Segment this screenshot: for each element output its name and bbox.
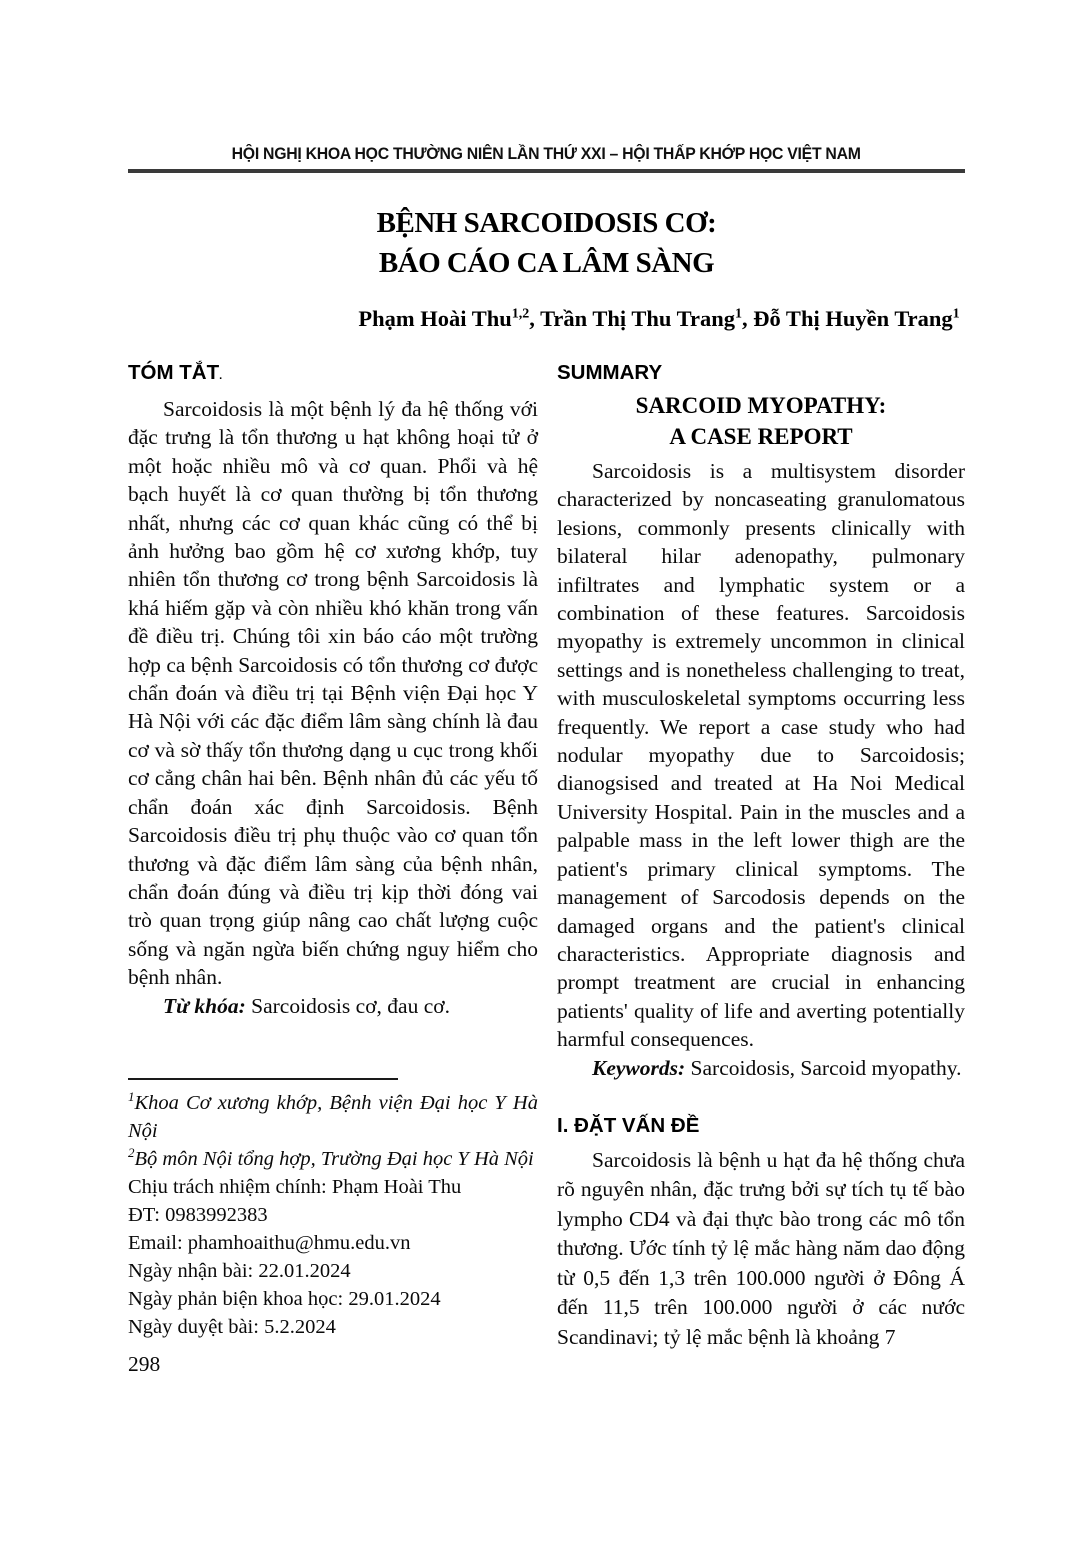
affiliation-1-sup: 1	[128, 1089, 135, 1105]
right-column	[557, 359, 965, 1352]
author-1-affiliation-sup: 1,2	[511, 306, 530, 322]
summary-heading: SUMMARY	[557, 361, 663, 384]
author-2-affiliation-sup: 1	[734, 306, 742, 322]
keywords-vi-text: Sarcoidosis cơ, đau cơ.	[245, 993, 451, 1018]
keywords-en-text: Sarcoidosis, Sarcoid myopathy.	[685, 1055, 962, 1080]
abstract-en-paragraph: Sarcoidosis is a multisystem disorder characterized by noncaseating granulomatous lesions, commonly presents clinically with bilateral hilar adenopathy, pulmonary infiltrates and lymphatic system or a combination of these features. Sarcoidosis myopathy is extremely uncommon in clinical settings and is nonetheless challenging to treat, with musculoskeletal symptoms occurring less frequently. We report a case study who had nodular myopathy due to Sarcoidosis; dianogsised and treated at Ha Noi Medical University Hospital. Pain in the muscles and a palpable mass in the left lower thigh are the patient's primary clinical symptoms. The management of Sarcodosis depends on the damaged organs and the patient's clinical characteristics. Appropriate diagnosis and prompt treatment are crucial in enhancing patients' quality of life and averting potentially harmful consequences.	[557, 459, 965, 1052]
article-title-line2: BÁO CÁO CA LÂM SÀNG	[378, 247, 715, 279]
article-title-line1: BỆNH SARCOIDOSIS CƠ:	[376, 207, 717, 239]
corresponding-author-line: Chịu trách nhiệm chính: Phạm Hoài Thu	[128, 1175, 462, 1198]
authors-line	[128, 306, 965, 332]
abstract-vi-heading	[128, 359, 538, 390]
author-3: Đỗ Thị Huyền Trang	[753, 306, 953, 331]
author-1: Phạm Hoài Thu	[358, 306, 512, 331]
reviewed-date-line: Ngày phản biện khoa học: 29.01.2024	[128, 1287, 441, 1310]
english-title-line2: A CASE REPORT	[669, 424, 853, 449]
footnote-separator-rule	[128, 1078, 398, 1080]
author-separator: ,	[529, 306, 541, 331]
affiliation-2	[128, 1145, 538, 1173]
keywords-en-line	[557, 1054, 965, 1082]
affiliation-2-sup: 2	[128, 1145, 135, 1161]
received-date-line: Ngày nhận bài: 22.01.2024	[128, 1259, 351, 1282]
keywords-vi-label: Từ khóa:	[163, 993, 246, 1018]
introduction-paragraph: Sarcoidosis là bệnh u hạt đa hệ thống chưa rõ nguyên nhân, đặc trưng bởi sự tích tụ tế bào lympho CD4 và đại thực bào trong các mô tổn thương. Ước tính tỷ lệ mắc hàng năm dao động từ 0,5 đến 1,3 trên 100.000 người ở Đông Á đến 11,5 trên 100.000 người ở các nước Scandinavi; tỷ lệ mắc bệnh là khoảng 7	[557, 1147, 965, 1349]
english-title-line1: SARCOID MYOPATHY:	[635, 393, 887, 418]
author-2: Trần Thị Thu Trang	[540, 306, 735, 331]
header-rule	[128, 169, 965, 173]
two-column-body	[128, 359, 965, 1352]
introduction-heading: I. ĐẶT VẤN ĐỀ	[557, 1113, 700, 1137]
abstract-vi-heading-text: TÓM TẮT	[128, 361, 220, 384]
english-title	[557, 390, 965, 452]
keywords-vi-line	[128, 992, 538, 1020]
keywords-en-label: Keywords:	[592, 1055, 686, 1080]
affiliation-2-text: Bộ môn Nội tổng hợp, Trường Đại học Y Hà Nội	[134, 1147, 534, 1170]
author-3-affiliation-sup: 1	[952, 306, 960, 322]
email-line: Email: phamhoaithu@hmu.edu.vn	[128, 1231, 411, 1254]
left-column	[128, 359, 538, 1341]
running-header	[128, 144, 965, 173]
affiliation-1-text: Khoa Cơ xương khớp, Bệnh viện Đại học Y Hà Nội	[128, 1091, 538, 1142]
page-number: 298	[128, 1352, 161, 1376]
abstract-vi-paragraph: Sarcoidosis là một bệnh lý đa hệ thống với đặc trưng là tổn thương u hạt không hoại tử ở một hoặc nhiều mô và cơ quan. Phổi và hệ bạch huyết là cơ quan thường bị tổn thương nhất, nhưng các cơ quan khác cũng có thể bị ảnh hưởng bao gồm hệ cơ xương khớp, tuy nhiên tổn thương cơ trong bệnh Sarcoidosis là khá hiếm gặp và còn nhiều khó khăn trong vấn đề điều trị. Chúng tôi xin báo cáo một trường hợp ca bệnh Sarcoidosis có tổn thương cơ được chẩn đoán và điều trị tại Bệnh viện Đại học Y Hà Nội với các đặc điểm lâm sàng chính là đau cơ và sờ thấy tổn thương dạng u cục trong khối cơ cẳng chân hai bên. Bệnh nhân đủ các yếu tố chẩn đoán xác định Sarcoidosis. Bệnh Sarcoidosis điều trị phụ thuộc vào cơ quan tổn thương và đặc điểm lâm sàng của bệnh nhân, chẩn đoán đúng và điều trị kịp thời đóng vai trò quan trọng giúp nâng cao chất lượng cuộc sống và ngăn ngừa biến chứng nguy hiểm cho bệnh nhân.	[128, 397, 538, 990]
abstract-vietnamese	[128, 359, 538, 1020]
introduction-section	[557, 1112, 965, 1353]
author-separator: ,	[741, 306, 754, 331]
abstract-english	[557, 359, 965, 1082]
phone-line: ĐT: 0983992383	[128, 1203, 268, 1226]
conference-title: HỘI NGHỊ KHOA HỌC THƯỜNG NIÊN LẦN THỨ XXI – HỘI THẤP KHỚP HỌC VIỆT NAM	[232, 144, 861, 163]
footnote-block	[128, 1078, 538, 1341]
affiliation-1	[128, 1089, 538, 1145]
article-title	[128, 203, 965, 283]
accepted-date-line: Ngày duyệt bài: 5.2.2024	[128, 1315, 336, 1338]
abstract-vi-heading-period: .	[219, 370, 223, 382]
